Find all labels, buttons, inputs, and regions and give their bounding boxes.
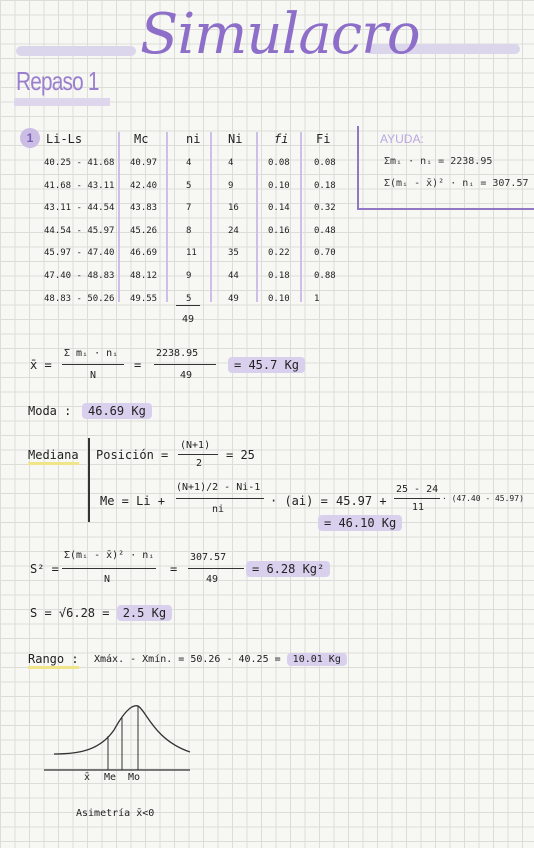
variance-numerator: Σ(mᵢ - x̄)² · nᵢ [64,550,155,561]
table-cell: 45.26 [130,225,158,236]
help-title: AYUDA: [380,132,424,146]
median-result [318,516,402,530]
range-formula [94,654,347,665]
mode-label: Moda : [28,404,72,418]
table-cell: 16 [228,203,239,214]
variance-result-text: = 6.28 Kg² [246,561,330,577]
median-formula-fraction-line [176,498,264,499]
table-cell: 0.14 [268,203,290,214]
median-substitution-fraction-line [394,498,440,499]
median-substitution: 45.97 + [336,494,387,508]
table-cell: 44.54 - 45.97 [44,225,115,236]
table-cell: 7 [186,203,192,214]
stdev-formula-text: S = √6.28 = [30,606,117,620]
table-cell: 45.97 - 47.40 [44,248,115,259]
table-cell: 49.55 [130,293,158,304]
variance-equals: = [170,562,178,576]
median-position-label: Posición = [96,448,169,462]
variance-numerator-value: 307.57 [190,552,227,563]
mean-fraction-line-2 [154,364,216,365]
median-position-fraction-line [178,454,218,455]
help-box-border-bottom [357,208,534,210]
mean-result [228,358,305,372]
table-cell: 48.12 [130,271,158,281]
table-cell: 0.08 [314,158,336,168]
table-cell: 40.25 - 41.68 [44,158,115,168]
table-cell: 0.70 [314,248,336,259]
help-box-border-left [357,126,359,210]
median-substitution-tail: · (47.40 - 45.97) [442,494,524,503]
median-formula-numerator: (N+1)/2 - Ni-1 [176,482,261,493]
table-cell: 8 [186,225,192,236]
exercise-number-badge: 1 [20,128,40,148]
graph-caption: Asimetría x̄<0 [76,808,155,819]
ni-total-line [176,305,200,306]
table-cell: 0.22 [268,248,290,259]
header-li-ls: Li-Ls [46,132,83,146]
page-title: Simulacro [140,2,420,67]
table-cell: 0.48 [314,225,336,236]
table-cell: 11 [186,248,197,259]
mode-value [82,404,152,418]
median-position-denominator: 2 [196,458,203,469]
graph-label-mode: Mo [128,772,141,783]
table-cell: 0.18 [268,271,290,281]
stdev-result: 2.5 Kg [117,605,172,621]
table-separator-4 [256,132,258,302]
table-cell: 49 [228,293,239,304]
table-cell: 47.40 - 48.83 [44,271,115,281]
mean-denominator-value: 49 [180,370,193,381]
title-highlight-left [16,46,136,56]
page-subtitle: Repaso 1 [16,66,99,96]
median-position-numerator: (N+1) [180,440,211,451]
median-formula-interval: · (ai) = [270,494,328,508]
table-cell: 44 [228,271,239,281]
variance-fraction-line [62,568,156,569]
table-cell: 43.83 [130,203,158,214]
graph-label-median: Me [104,772,117,783]
stdev-formula [30,606,172,620]
header-Ni: Ni [228,132,243,146]
table-cell: 42.40 [130,180,158,191]
median-formula-label: Me = Li + [100,494,166,508]
median-formula-denominator: ni [212,504,225,515]
table-cell: 35 [228,248,239,259]
table-cell: 9 [186,271,192,281]
ni-total: 49 [182,314,195,325]
mean-equals: = [134,358,142,372]
mean-symbol: x̄ = [30,358,52,372]
table-cell: 40.97 [130,158,158,168]
table-separator-5 [300,132,302,302]
table-cell: 43.11 - 44.54 [44,203,115,214]
table-cell: 41.68 - 43.11 [44,180,115,191]
variance-result [246,562,330,576]
median-substitution-numerator: 25 - 24 [396,484,439,495]
mean-numerator: Σ mᵢ · nᵢ [64,348,119,359]
header-fi: fi [274,132,289,146]
mean-fraction-line [62,364,124,365]
table-cell: 24 [228,225,239,236]
table-cell: 5 [186,180,192,191]
median-label: Mediana [28,448,79,465]
skewness-graph [40,700,200,780]
graph-label-mean: x̄ [84,772,91,783]
table-cell: 0.32 [314,203,336,214]
table-cell: 1 [314,293,320,304]
table-cell: 0.88 [314,271,336,281]
mean-numerator-value: 2238.95 [156,348,199,359]
table-cell: 4 [186,158,192,168]
table-cell: 46.69 [130,248,158,259]
header-ni: ni [186,132,201,146]
range-formula-text: Xmáx. - Xmín. = 50.26 - 40.25 = [94,654,281,665]
table-cell: 0.08 [268,158,290,168]
variance-symbol: S² = [30,562,59,576]
table-cell: 5 [186,293,192,304]
header-mc: Mc [134,132,149,146]
range-result: 10.01 Kg [287,653,347,666]
help-sum-mn: Σmᵢ · nᵢ = 2238.95 [384,156,493,167]
table-separator-2 [166,132,168,302]
table-separator-1 [118,132,120,302]
median-substitution-denominator: 11 [412,502,425,513]
variance-denominator: N [104,574,111,585]
table-cell: 4 [228,158,234,168]
table-cell: 0.18 [314,180,336,191]
table-cell: 48.83 - 50.26 [44,293,115,304]
header-Fi: Fi [316,132,331,146]
median-bracket [88,438,90,522]
variance-fraction-line-2 [188,568,244,569]
median-position-result: = 25 [226,448,255,462]
mean-denominator: N [90,370,97,381]
subtitle-underline [14,98,110,106]
range-label: Rango : [28,652,79,669]
median-result-text: = 46.10 Kg [318,515,402,531]
variance-denominator-value: 49 [206,574,219,585]
mean-result-text: = 45.7 Kg [228,357,305,373]
table-cell: 0.10 [268,180,290,191]
table-separator-3 [210,132,212,302]
table-cell: 0.16 [268,225,290,236]
mode-value-text: 46.69 Kg [82,403,152,419]
table-cell: 9 [228,180,234,191]
table-cell: 0.10 [268,293,290,304]
help-sum-squares: Σ(mᵢ - x̄)² · nᵢ = 307.57 [384,178,529,189]
